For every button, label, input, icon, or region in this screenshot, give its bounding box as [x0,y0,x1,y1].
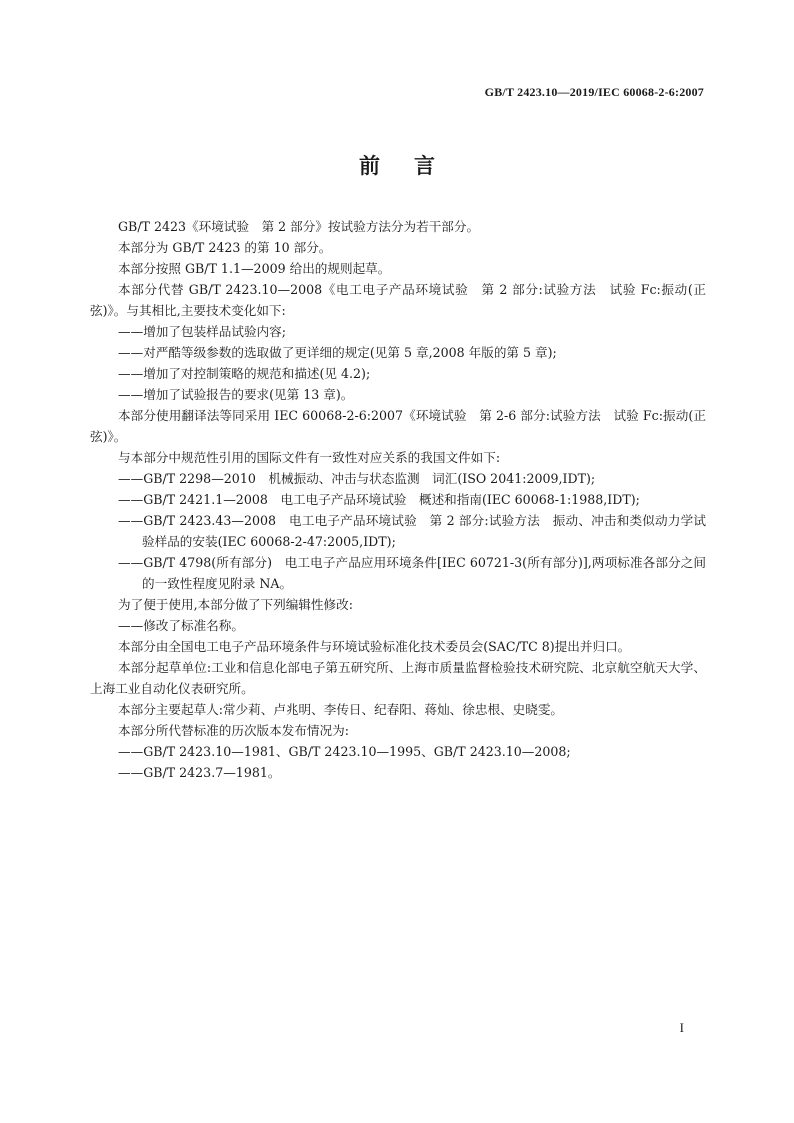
list-item: ——GB/T 2298—2010 机械振动、冲击与状态监测 词汇(ISO 2041:2009,IDT); [118,471,596,486]
title-char-1: 前 [359,153,380,178]
standard-number-header: GB/T 2423.10—2019/IEC 60068-2-6:2007 [484,85,704,99]
paragraph: 本部分由全国电工电子产品环境条件与环境试验标准化技术委员会(SAC/TC 8)提出并归口。 [118,639,631,654]
list-item: ——修改了标准名称。 [118,618,244,633]
paragraph: 本部分起草单位:工业和信息化部电子第五研究所、上海市质量监督检验技术研究院、北京航空航天大学、上海工业自动化仪表研究所。 [90,660,706,696]
paragraph: 本部分为 GB/T 2423 的第 10 部分。 [118,240,332,255]
page-number: I [679,1020,684,1035]
list-item: ——增加了对控制策略的规范和描述(见 4.2); [118,366,371,381]
paragraph: 本部分代替 GB/T 2423.10—2008《电工电子产品环境试验 第 2 部分:试验方法 试验 Fc:振动(正弦)》。与其相比,主要技术变化如下: [90,282,706,318]
paragraph: 本部分使用翻译法等同采用 IEC 60068-2-6:2007《环境试验 第 2-6 部分:试验方法 试验 Fc:振动(正弦)》。 [90,408,706,444]
title-char-2: 言 [414,153,435,178]
paragraph: 本部分主要起草人:常少莉、卢兆明、李传日、纪春阳、蒋灿、徐忠根、史晓雯。 [118,702,564,717]
foreword-body [90,216,706,783]
list-item: ——增加了包装样品试验内容; [118,324,286,339]
list-item: ——GB/T 2423.10—1981、GB/T 2423.10—1995、GB/T 2423.10—2008; [118,744,571,759]
paragraph: 与本部分中规范性引用的国际文件有一致性对应关系的我国文件如下: [118,450,501,465]
list-item: ——GB/T 4798(所有部分) 电工电子产品应用环境条件[IEC 60721-3(所有部分)],两项标准各部分之间的一致性程度见附录 NA。 [118,555,706,591]
list-item: ——GB/T 2423.7—1981。 [118,765,281,780]
list-item: ——对严酷等级参数的选取做了更详细的规定(见第 5 章,2008 年版的第 5 章); [118,345,557,360]
paragraph: 本部分按照 GB/T 1.1—2009 给出的规则起草。 [118,261,391,276]
page-title [0,150,794,180]
paragraph: 为了便于使用,本部分做了下列编辑性修改: [118,597,353,612]
paragraph: 本部分所代替标准的历次版本发布情况为: [118,723,349,738]
paragraph: GB/T 2423《环境试验 第 2 部分》按试验方法分为若干部分。 [118,219,480,234]
list-item: ——GB/T 2423.43—2008 电工电子产品环境试验 第 2 部分:试验方法 振动、冲击和类似动力学试验样品的安装(IEC 60068-2-47:2005,IDT); [118,513,706,549]
list-item: ——GB/T 2421.1—2008 电工电子产品环境试验 概述和指南(IEC 60068-1:1988,IDT); [118,492,640,507]
list-item: ——增加了试验报告的要求(见第 13 章)。 [118,387,354,402]
